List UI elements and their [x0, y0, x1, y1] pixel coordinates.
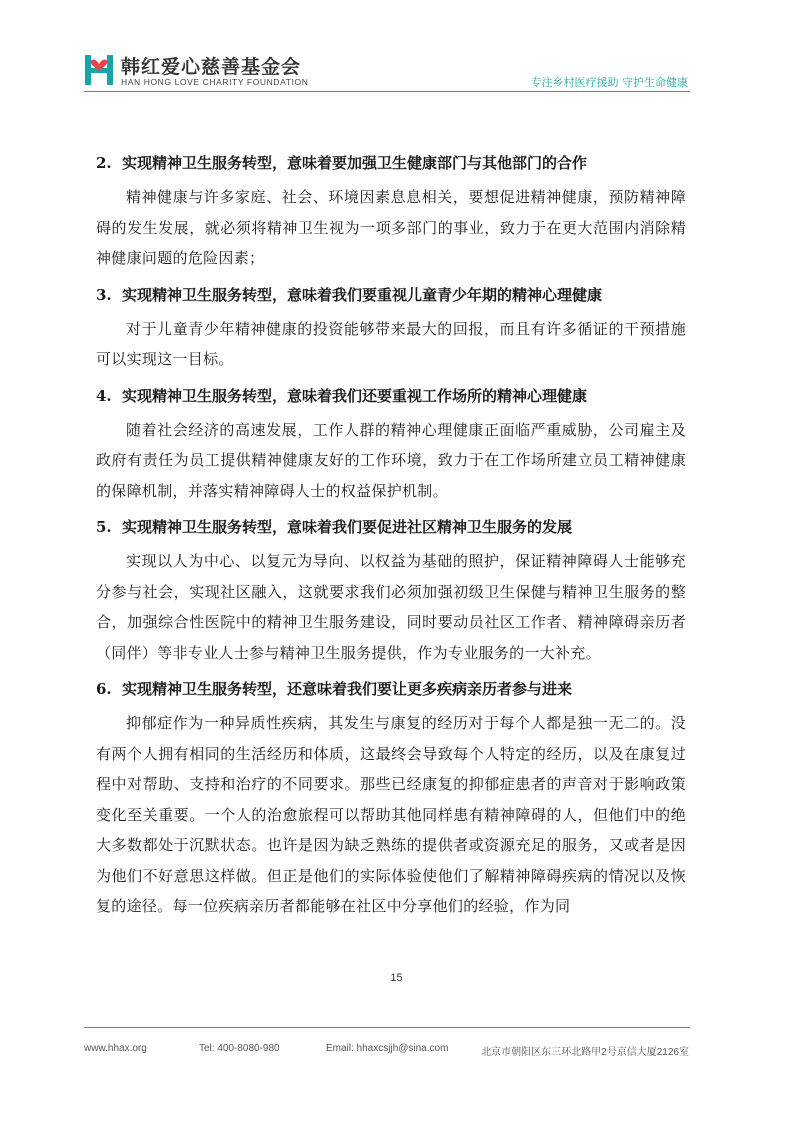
section-heading: [96, 383, 686, 409]
section-number: 4.: [96, 386, 112, 405]
section-title-text: 实现精神卫生服务转型，意味着我们要重视儿童青少年期的精神心理健康: [122, 285, 603, 304]
header-divider: [84, 91, 690, 92]
section-2: [96, 150, 686, 274]
section-paragraph: 精神健康与许多家庭、社会、环境因素息息相关，要想促进精神健康，预防精神障碍的发生发展，就必须将精神卫生视为一项多部门的事业，致力于在更大范围内消除精神健康问题的危险因素；: [96, 188, 686, 267]
page-number: 15: [390, 972, 403, 984]
section-paragraph: 实现以人为中心、以复元为导向、以权益为基础的照护，保证精神障碍人士能够充分参与社会，实现社区融入，这就要求我们必须加强初级卫生保健与精神卫生服务的整合，加强综合性医院中的精神卫生服务建设，同时要动员社区工作者、精神障碍亲历者（同伴）等非专业人士参与精神卫生服务提供，作为专业服务的一大补充。: [96, 552, 686, 662]
footer-website[interactable]: www.hhax.org: [84, 1043, 147, 1054]
section-number: 3.: [96, 285, 112, 304]
section-number: 5.: [96, 518, 112, 536]
section-heading: [96, 676, 686, 702]
footer-tel: Tel: 400-8080-980: [199, 1043, 280, 1054]
section-4: [96, 383, 686, 507]
footer-divider: [84, 1027, 690, 1028]
section-5: [96, 514, 686, 668]
footer-email[interactable]: Email: hhaxcsjjh@sina.com: [326, 1043, 449, 1054]
document-body: [96, 150, 686, 930]
org-name-cn: 韩红爱心慈善基金会: [121, 56, 302, 78]
section-title-text: 实现精神卫生服务转型，意味着要加强卫生健康部门与其他部门的合作: [122, 154, 588, 172]
section-3: [96, 282, 686, 375]
section-paragraph: 随着社会经济的高速发展，工作人群的精神心理健康正面临严重威胁，公司雇主及政府有责任为员工提供精神健康友好的工作环境，致力于在工作场所建立员工精神健康的保障机制，并落实精神障碍人士的权益保护机制。: [96, 420, 686, 500]
section-6: [96, 676, 686, 922]
section-heading: [96, 150, 686, 176]
section-paragraph: 抑郁症作为一种异质性疾病，其发生与康复的经历对于每个人都是独一无二的。没有两个人拥有相同的生活经历和体质，这最终会导致每个人特定的经历，以及在康复过程中对帮助、支持和治疗的不同要求。那些已经康复的抑郁症患者的声音对于影响政策变化至关重要。一个人的治愈旅程可以帮助其他同样患有精神障碍的人，但他们中的绝大多数都处于沉默状态。也许是因为缺乏熟练的提供者或资源充足的服务，又或者是因为他们不好意思这样做。但正是他们的实际体验使他们了解精神障碍疾病的情况以及恢复的途径。每一位疾病亲历者都能够在社区中分享他们的经验，作为同: [96, 714, 686, 915]
section-paragraph: 对于儿童青少年精神健康的投资能够带来最大的回报，而且有许多循证的干预措施可以实现这一目标。: [96, 319, 686, 368]
header-slogan: 专注乡村医疗援助 守护生命健康: [530, 76, 688, 89]
page-header: [0, 0, 793, 100]
section-heading: [96, 514, 686, 540]
org-name-en: HAN HONG LOVE CHARITY FOUNDATION: [121, 77, 309, 87]
section-heading: [96, 282, 686, 308]
section-number: 2.: [96, 154, 112, 172]
foundation-logo-icon: [84, 52, 114, 86]
section-title-text: 实现精神卫生服务转型，还意味着我们要让更多疾病亲历者参与进来: [122, 680, 573, 698]
section-title-text: 实现精神卫生服务转型，意味着我们还要重视工作场所的精神心理健康: [122, 386, 588, 405]
footer-address: 北京市朝阳区东三环北路甲2号京信大厦2126室: [481, 1047, 689, 1058]
section-number: 6.: [96, 680, 112, 698]
section-title-text: 实现精神卫生服务转型，意味着我们要促进社区精神卫生服务的发展: [122, 518, 573, 536]
